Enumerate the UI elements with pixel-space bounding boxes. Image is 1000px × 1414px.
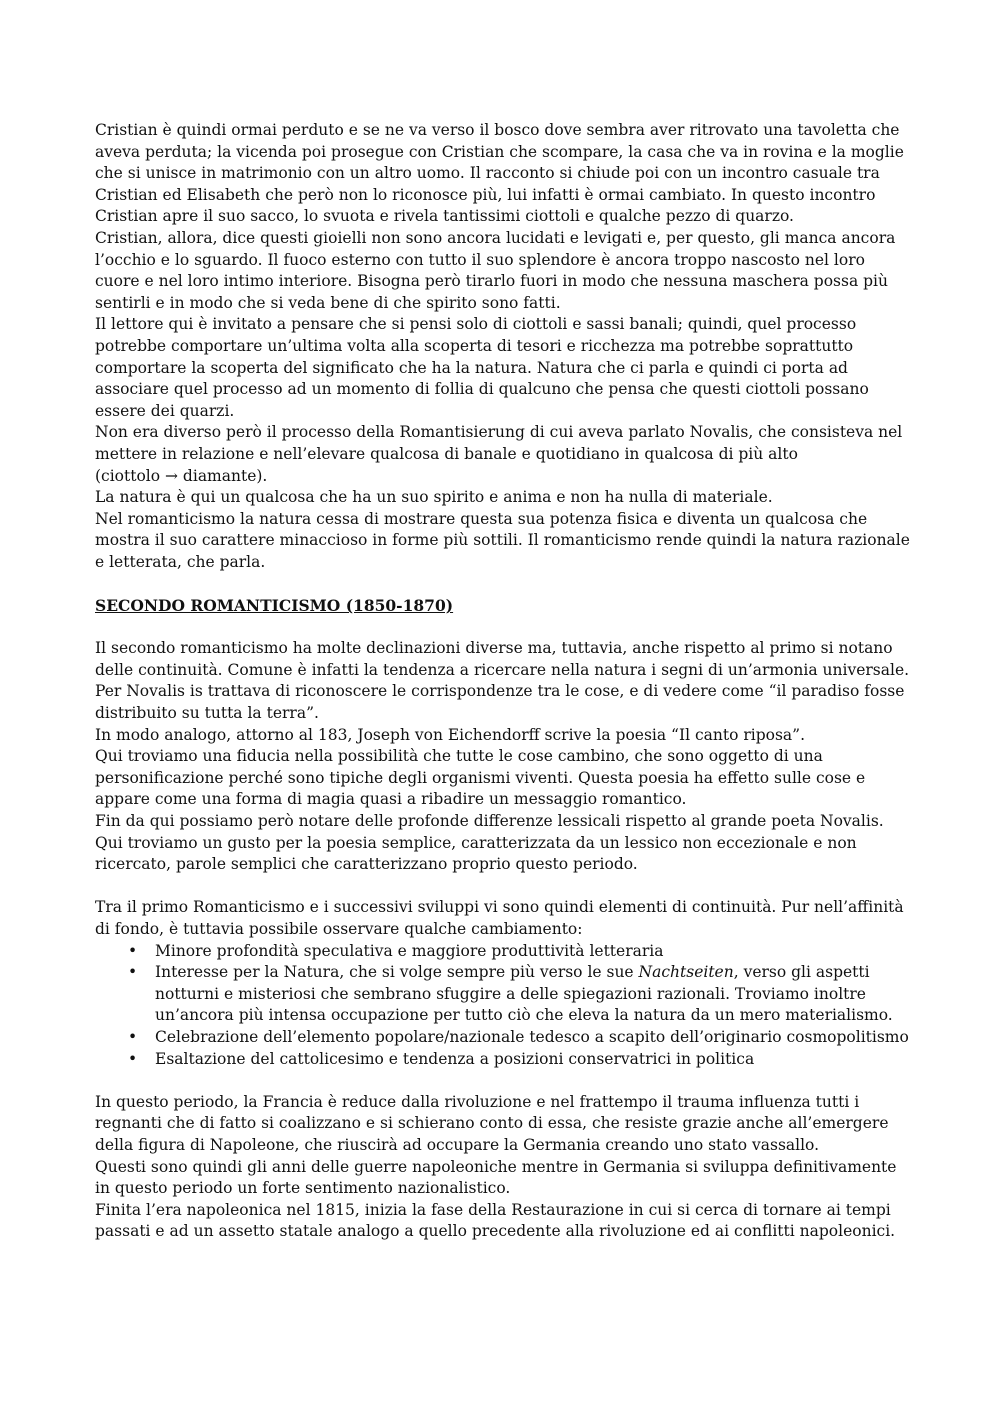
paragraph: Nel romanticismo la natura cessa di mostrare questa sua potenza fisica e diventa un qualcosa che mostra il suo carattere minaccioso in forme più sottili. Il romanticismo rende quindi la natura razionale e letterata, che parla. — [95, 509, 910, 571]
paragraph: La natura è qui un qualcosa che ha un suo spirito e anima e non ha nulla di materiale. — [95, 488, 773, 507]
paragraph: Cristian, allora, dice questi gioielli non sono ancora lucidati e levigati e, per questo, gli manca ancora l’occhio e lo sguardo. Il fuoco esterno con tutto il suo splendore è ancora troppo nascosto nel loro cuore e nel loro intimo interiore. Bisogna però tirarlo fuori in modo che nessuna maschera possa più sentirli e in modo che si veda bene di che spirito sono fatti. — [95, 228, 896, 312]
paragraph: Qui troviamo una fiducia nella possibilità che tutte le cose cambino, che sono oggetto di una personificazione perché sono tipiche degli organismi viventi. Questa poesia ha effetto sulle cose e appare come una forma di magia quasi a ribadire un messaggio romantico. — [95, 747, 866, 809]
spacer — [95, 617, 910, 639]
section-heading: SECONDO ROMANTICISMO (1850-1870) — [95, 596, 454, 616]
paragraph: Cristian è quindi ormai perduto e se ne va verso il bosco dove sembra aver ritrovato una tavoletta che aveva perduta; la vicenda poi prosegue con Cristian che scompare, la casa che va in rovina e la moglie che si unisce in matrimonio con un altro uomo. Il racconto si chiude poi con un incontro casuale tra Cristian ed Elisabeth che però non lo riconosce più, lui infatti è ormai cambiato. In questo incontro Cristian apre il suo sacco, lo svuota e rivela tantissimi ciottoli e qualche pezzo di quarzo. — [95, 121, 904, 226]
document-page — [95, 120, 910, 1243]
paragraph: Il lettore qui è invitato a pensare che si pensi solo di ciottoli e sassi banali; quindi, quel processo potrebbe comportare un’ultima volta alla scoperta di tesori e ricchezza ma potrebbe soprattutto comportare la scoperta del significato che ha la natura. Natura che ci parla e quindi ci porta ad associare quel processo ad un momento di follia di qualcuno che pensa che questi ciottoli possano essere dei quarzi. — [95, 315, 869, 420]
list-item — [95, 962, 910, 1027]
list-item-text: Esaltazione del cattolicesimo e tendenza a posizioni conservatrici in politica — [155, 1049, 755, 1068]
paragraph: Non era diverso però il processo della Romantisierung di cui aveva parlato Novalis, che consisteva nel mettere in relazione e nell’elevare qualcosa di banale e quotidiano in qualcosa di più alto — [95, 423, 903, 463]
bullet-icon: • — [128, 963, 138, 982]
list-item — [95, 1049, 910, 1071]
spacer — [95, 573, 910, 595]
paragraph: Finita l’era napoleonica nel 1815, inizia la fase della Restaurazione in cui si cerca di tornare ai tempi passati e ad un assetto statale analogo a quello precedente alla rivoluzione ed ai conflitti napoleonici. — [95, 1200, 896, 1241]
paragraph: Questi sono quindi gli anni delle guerre napoleoniche mentre in Germania si sviluppa definitivamente in questo periodo un forte sentimento nazionalistico. — [95, 1157, 897, 1198]
paragraph: Il secondo romanticismo ha molte declinazioni diverse ma, tuttavia, anche rispetto al primo si notano delle continuità. Comune è infatti la tendenza a ricercare nella natura i segni di un’armonia universale. Per Novalis is trattava di riconoscere le corrispondenze tra le cose, e di vedere come “il paradiso fosse distribuito su tutta la terra”. — [95, 639, 910, 723]
bullet-icon: • — [128, 941, 138, 960]
list-item — [95, 1027, 910, 1049]
list-item-text: Minore profondità speculativa e maggiore produttività letteraria — [155, 941, 664, 960]
list-item-text: Interesse per la Natura, che si volge sempre più verso le sue — [155, 963, 639, 982]
spacer — [95, 876, 910, 898]
italic-term: Nachtseiten — [638, 963, 734, 982]
paragraph: In questo periodo, la Francia è reduce dalla rivoluzione e nel frattempo il trauma influenza tutti i regnanti che di fatto si coalizzano e si schierano conto di essa, che resiste grazie anche all’emergere della figura di Napoleone, che riuscirà ad occupare la Germania creando uno stato vassallo. — [95, 1092, 889, 1154]
list-item — [95, 941, 910, 963]
bullet-icon: • — [128, 1027, 138, 1046]
paragraph: In modo analogo, attorno al 183, Joseph von Eichendorff scrive la poesia “Il canto riposa”. — [95, 725, 806, 744]
bullet-list — [95, 941, 910, 1071]
list-intro: Tra il primo Romanticismo e i successivi sviluppi vi sono quindi elementi di continuità. Pur nell’affinità di fondo, è tuttavia possibile osservare qualche cambiamento: — [95, 898, 904, 938]
bullet-icon: • — [128, 1049, 138, 1068]
paragraph: Fin da qui possiamo però notare delle profonde differenze lessicali rispetto al grande poeta Novalis. Qui troviamo un gusto per la poesia semplice, caratterizzata da un lessico non eccezionale e non ricercato, parole semplici che caratterizzano proprio questo periodo. — [95, 812, 884, 874]
paragraph: (ciottolo → diamante). — [95, 466, 268, 485]
list-item-text: Celebrazione dell’elemento popolare/nazionale tedesco a scapito dell’originario cosmopolitismo — [155, 1027, 909, 1046]
list-item-text: , verso gli aspetti notturni e misteriosi che sembrano sfuggire a delle spiegazioni razionali. Troviamo inoltre un’ancora più intensa occupazione per tutto ciò che eleva la natura da un mero materialismo. — [155, 963, 893, 1025]
spacer — [95, 1070, 910, 1092]
